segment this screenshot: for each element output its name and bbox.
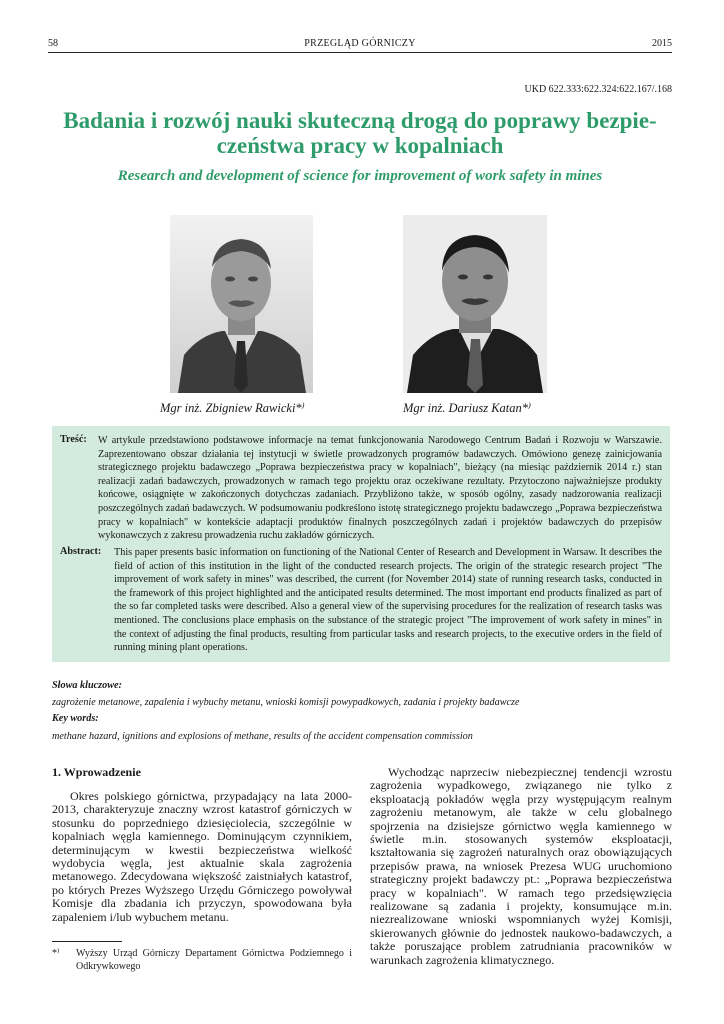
keywords-en-label: [52, 713, 672, 724]
author-photo-1: [170, 215, 313, 393]
tresc-text: W artykule przedstawiono podstawowe informacje na temat funkcjonowania Narodowego Centrum Badań i Rozwoju w Warszawie. Zaprezentowano obszar działania tej instytucji w świetle prowadzonych programów badawczych. Omówiono genezę zainicjowania strategicznego projektu badawczego „Poprawa bezpieczeństwa pracy w kopalniach", bieżący (na miesiąc październik 2014 r.) stan realizacji zadań badawczych, prowadzonych w ramach tego projektu oraz oczekiwane rezultaty. Przytoczono najważniejsze produkty końcowe, osiągnięte w zakończonych dotychczas zadaniach. Przybliżono także, w sposób ogólny, zasady nadzorowania realizacji poszczególnych zadań badawczych. W podsumowaniu podkreślono istotę strategicznego projektu badawczego „Poprawa bezpieczeństwa pracy w kopalniach" w kontekście adaptacji produktów finalnych poszczególnych zadań i projektów badawczych do przepisów wykonawczych z zakresu prowadzenia ruchu zakładów górniczych.: [98, 435, 662, 542]
header-rule: [48, 52, 672, 53]
intro-paragraph-1: Okres polskiego górnictwa, przypadający na lata 2000-2013, charakteryzuje znaczny wzrost katastrof górniczych w stosunku do poprzedniego dziesięciolecia, szczególnie w kopalniach węgla kamiennego. Dominującym czynnikiem, determinującym w kwestii bezpieczeństwa wielkość wydobycia węgla, jest aktualnie skala zagrożenia metanowego. Zdecydowana większość zaistniałych katastrof, po których Prezes Wyższego Urzędu Górniczego powoływał Komisje dla zbadania ich przyczyn, spowodowana była zapaleniem i/lub wybuchem metanu.: [52, 789, 352, 924]
abstract-label-text: Abstract: [60, 546, 98, 557]
article-title-pl: [48, 108, 672, 158]
author-caption-1: Mgr inż. Zbigniew Rawicki*⁾: [160, 401, 305, 415]
right-column: [370, 766, 672, 967]
keywords-pl-label-text: Słowa kluczowe:: [52, 680, 122, 691]
abstract-paragraph: [114, 546, 662, 655]
tresc-paragraph: [98, 434, 662, 543]
article-title-en: Research and development of science for improvement of work safety in mines: [117, 168, 603, 184]
keywords-pl-text: zagrożenie metanowe, zapalenia i wybuchy metanu, wnioski komisji powypadkowych, zadania i projekty badawcze: [52, 697, 520, 708]
journal-year: 2015: [652, 38, 672, 49]
running-header: [48, 38, 672, 52]
title-line-2: czeństwa pracy w kopalniach: [216, 133, 504, 158]
footnote-mark: *⁾: [52, 948, 60, 959]
abstract-label: Abstract:: [60, 546, 102, 557]
author-caption-2: Mgr inż. Dariusz Katan*⁾: [403, 401, 532, 415]
footnote-rule: [52, 941, 122, 942]
footnote: [52, 947, 352, 973]
author-photo-2: [403, 215, 547, 393]
keywords-en-label-text: Key words:: [52, 713, 99, 724]
title-line-1: Badania i rozwój nauki skuteczną drogą do poprawy bezpie-: [63, 108, 657, 133]
left-column: [52, 790, 352, 924]
footnote-text: Wyższy Urząd Górniczy Departament Górnictwa Podziemnego i Odkrywkowego: [76, 948, 352, 972]
abstract-text: This paper presents basic information on functioning of the National Center of Research and Development in Warsaw. It describes the field of action of this institution in the light of the conducted research projects. The origin of the strategic research project "The improvement of work safety in mines" was described, the current (for November 2014) state of running research tasks, conducted in the framework of this project highlighted and the anticipated results determined. The most important end products finalized as part of the so far completed tasks were described. Also a general view of the supervising procedures for the realization of research tasks was mentioned. The conclusions place emphasis on the substance of the strategic project "The improvement of work safety in mines" in the context of adjusting the final products, resulting from particular tasks and research projects, to the executive orders in the field of running mining plant operations.: [114, 547, 662, 654]
abstract-box: [52, 426, 670, 662]
page-number: 58: [48, 38, 58, 49]
intro-paragraph-2: Wychodząc naprzeciw niebezpiecznej tendencji wzrostu zagrożenia wypadkowego, związanego nie tylko z eksploatacją pokładów węgla przy występującym realnym zagrożeniu metanowym, ale także w celu globalnego spojrzenia na dzisiejsze górnictwo węgla kamiennego w świetle m.in. stosowanych systemów eksploatacji, kształtowania się zagrożeń naturalnych oraz obowiązujących przepisów prawa, na wniosek Prezesa WUG uruchomiono strategiczny projekt badawczy pt.: „Poprawa bezpieczeństwa pracy w kopalniach". W ramach tego przedsięwzięcia realizowane są zadania i projekty, konsumujące m.in. niezrealizowane wnioski wspomnianych wyżej Komisji, skierowanych głównie do jednostek naukowo-badawczych, a także poruszające problem zatrudniania pracowników w warunkach zagrożenia klimatycznego.: [370, 765, 672, 967]
tresc-label-text: Treść: [60, 434, 84, 445]
tresc-label: Treść:: [60, 434, 87, 445]
section-heading: 1. Wprowadzenie: [52, 765, 141, 779]
ukd-code: UKD 622.333:622.324:622.167/.168: [524, 84, 672, 95]
keywords-pl-label: [52, 680, 672, 691]
keywords-en-text: methane hazard, ignitions and explosions of methane, results of the accident compensation commission: [52, 731, 473, 742]
journal-name: PRZEGLĄD GÓRNICZY: [304, 38, 416, 49]
